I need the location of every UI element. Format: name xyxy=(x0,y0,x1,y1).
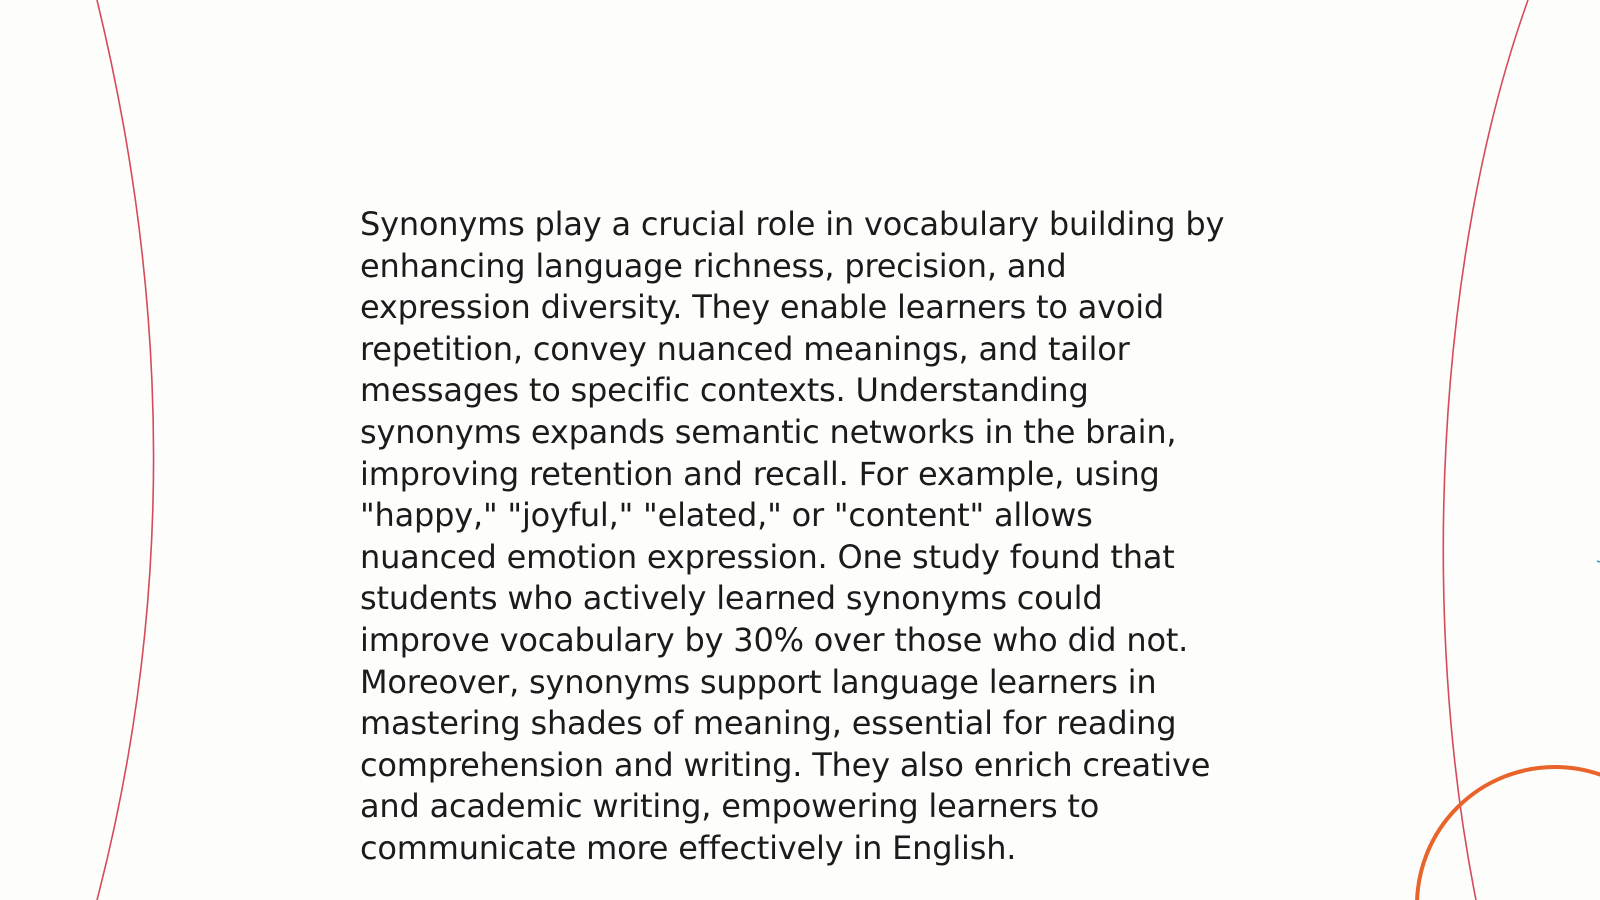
body-line: Moreover, synonyms support language learners in xyxy=(360,662,1157,701)
body-line: synonyms expands semantic networks in the brain, xyxy=(360,412,1177,451)
body-line: messages to specific contexts. Understanding xyxy=(360,371,1089,410)
left-curve xyxy=(97,0,154,900)
body-line: expression diversity. They enable learners to avoid xyxy=(360,288,1165,327)
right-curve xyxy=(1443,0,1528,900)
body-line: and academic writing, empowering learners to xyxy=(360,787,1100,826)
orange-circle xyxy=(1417,767,1600,900)
body-paragraph xyxy=(360,204,1260,870)
body-line: comprehension and writing. They also enrich creative xyxy=(360,745,1211,784)
body-line: "happy," "joyful," "elated," or "content" allows xyxy=(360,496,1093,535)
body-line: Synonyms play a crucial role in vocabulary building by xyxy=(360,205,1225,243)
body-line: enhancing language richness, precision, and xyxy=(360,246,1067,285)
body-line: communicate more effectively in English. xyxy=(360,828,1017,867)
body-line: mastering shades of meaning, essential for reading xyxy=(360,704,1177,743)
body-line: improving retention and recall. For example, using xyxy=(360,454,1160,493)
body-line: repetition, convey nuanced meanings, and tailor xyxy=(360,329,1130,368)
body-line: nuanced emotion expression. One study found that xyxy=(360,537,1175,576)
body-line: improve vocabulary by 30% over those who did not. xyxy=(360,620,1189,659)
body-line: students who actively learned synonyms could xyxy=(360,579,1103,618)
